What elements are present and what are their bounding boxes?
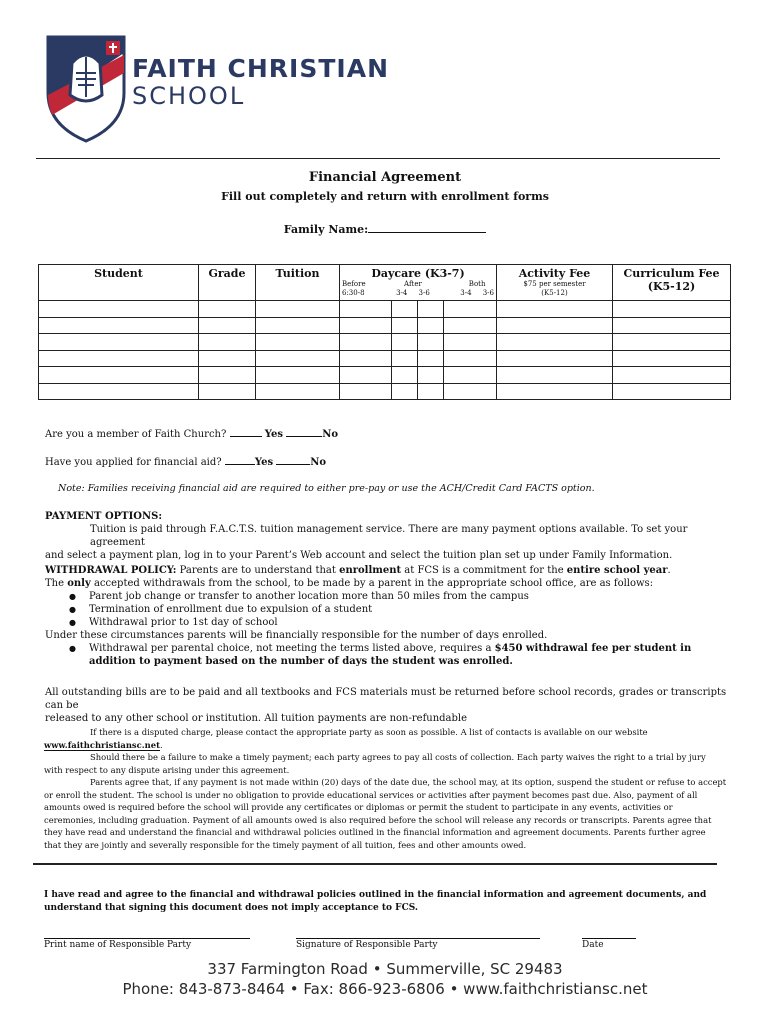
col-grade: Grade [199,265,256,301]
withdrawal-line2: The only accepted withdrawals from the school, to be made by a parent in the appropriate school office, are as follows: [45,578,654,589]
outstanding-bills-section: All outstanding bills are to be paid and all textbooks and FCS materials must be returned before school records, grades or transcripts can be released to any other school or institution. All tuition payments are non-refundable [45,687,727,724]
table-row[interactable] [39,301,731,318]
form-subtitle: Fill out completely and return with enrollment forms [221,190,549,203]
school-name-line2: SCHOOL [132,82,246,110]
date-label: Date [582,940,604,950]
withdrawal-intro: WITHDRAWAL POLICY: Parents are to understand that enrollment at FCS is a commitment for the entire school year. [45,565,671,576]
church-member-question: Are you a member of Faith Church? Yes No [45,429,339,440]
agreement-statement: I have read and agree to the financial and withdrawal policies outlined in the financial information and agreement documents, and understand that signing this document does not imply acceptance to FCS. [44,890,707,913]
payment-options-line1: Tuition is paid through F.A.C.T.S. tuition management service. There are many payment options available. To set your agreement [90,524,688,548]
table-row[interactable] [39,334,731,351]
website-link[interactable]: www.faithchristiansc.net [44,739,160,750]
col-tuition: Tuition [256,265,340,301]
withdrawal-bullet: ● Termination of enrollment due to expulsion of a student [45,603,735,616]
financial-aid-yes-blank[interactable] [225,456,255,465]
family-name-input[interactable] [368,222,486,233]
church-member-no-blank[interactable] [286,428,322,437]
col-activity-fee: Activity Fee $75 per semester (K5-12) [497,265,613,301]
financial-aid-question: Have you applied for financial aid? Yes No [45,457,327,468]
footer-contact: Phone: 843-873-8464 • Fax: 866-923-6806 • www.faithchristiansc.net [122,980,648,998]
fee-table-header [39,265,731,301]
print-name-line[interactable] [44,938,250,939]
date-line[interactable] [582,938,636,939]
form-title: Financial Agreement [308,170,462,185]
table-row[interactable] [39,317,731,334]
print-name-label: Print name of Responsible Party [44,940,192,950]
withdrawal-policy-section [45,564,735,668]
table-row[interactable] [39,367,731,384]
financial-aid-no-blank[interactable] [276,456,310,465]
payment-options-line2: and select a payment plan, log in to your Parent’s Web account and select the tuition plan set up under Family Information. [45,550,673,561]
col-student: Student [39,265,199,301]
payment-options-section [45,510,735,562]
fine-print: If there is a disputed charge, please contact the appropriate party as soon as possible. A list of contacts is available on our website www.faithchristiansc.net. Should there be a failure to make a timely payment; each party agrees to pay all costs of collection. Each party waives the right to a trial by jury with respect to any dispute arising under this agreement. Parents agree that, if any payment is not made within (20) days of the date due, the school may, at its option, suspend the student or refuse to accept or enroll the student. The school is under no obligation to provide educational services or activities after payment becomes past due. Also, payment of all amounts owed is required before the school will provide any certificates or diplomas or permit the student to participate in any events, activities or ceremonies, including graduation. Payment of all amounts owed is also required before the school will release any records or transcripts. Parents agree that they have read and understand the financial and withdrawal policies outlined in the financial information and agreement documents. Parents further agree that they are jointly and severally responsible for the timely payment of all tuition, fees and other amounts owed. [44,727,727,850]
school-name-line1: FAITH CHRISTIAN [132,54,389,83]
footer-address: 337 Farmington Road • Summerville, SC 29483 [207,960,563,978]
family-name-field [0,222,770,236]
school-name [132,55,389,109]
agreement-divider [33,863,717,865]
church-member-yes-blank[interactable] [230,428,262,437]
withdrawal-bullet: ● Withdrawal prior to 1st day of school [45,616,735,629]
col-curriculum-fee: Curriculum Fee (K5-12) [613,265,731,301]
school-logo-shield-icon [46,33,126,143]
table-row[interactable] [39,350,731,367]
financial-aid-note: Note: Families receiving financial aid are required to either pre-pay or use the ACH/Credit Card FACTS option. [58,483,595,494]
fee-table [38,264,731,400]
family-name-label: Family Name: [283,223,369,236]
header-divider [36,158,720,159]
payment-options-heading: PAYMENT OPTIONS: [45,511,163,522]
col-daycare: Daycare (K3-7) Before 6:30-8 After 3-4 3-6 Both 3-4 3-6 [340,265,497,301]
withdrawal-fee-bullet: ● Withdrawal per parental choice, not meeting the terms listed above, requires a $450 withdrawal fee per student in addition to payment based on the number of days the student was enrolled. [45,642,735,668]
withdrawal-responsibility: Under these circumstances parents will be financially responsible for the number of days enrolled. [45,630,548,641]
withdrawal-bullet: ● Parent job change or transfer to another location more than 50 miles from the campus [45,590,735,603]
signature-label: Signature of Responsible Party [296,940,438,950]
table-row[interactable] [39,383,731,400]
signature-line[interactable] [296,938,540,939]
